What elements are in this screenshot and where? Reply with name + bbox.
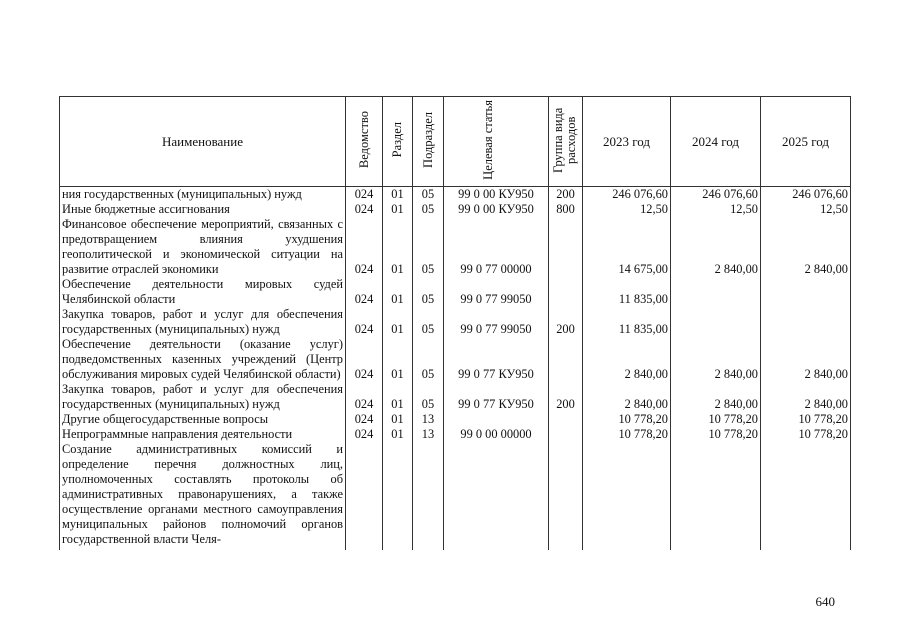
row-2023: 10 778,20 (583, 412, 671, 427)
row-group (549, 442, 583, 550)
row-2024: 2 840,00 (671, 217, 761, 277)
row-2024: 12,50 (671, 202, 761, 217)
row-ved: 024 (346, 277, 383, 307)
header-target: Целевая статья (444, 97, 549, 187)
row-group (549, 217, 583, 277)
row-2023: 2 840,00 (583, 337, 671, 382)
row-name: Закупка товаров, работ и услуг для обеспечения государственных (муниципальных) нужд (60, 382, 346, 412)
row-2025: 246 076,60 (761, 187, 851, 203)
row-2025: 2 840,00 (761, 337, 851, 382)
row-razdel: 01 (383, 187, 413, 203)
row-2024: 10 778,20 (671, 412, 761, 427)
row-target: 99 0 00 КУ950 (444, 187, 549, 203)
budget-table (59, 96, 851, 550)
row-2024: 246 076,60 (671, 187, 761, 203)
row-podrazdel: 13 (413, 412, 444, 427)
header-group: Группа вида расходов (549, 97, 583, 187)
row-2024 (671, 442, 761, 550)
row-razdel (383, 442, 413, 550)
header-2025: 2025 год (761, 97, 851, 187)
table-row (60, 277, 851, 307)
row-razdel: 01 (383, 337, 413, 382)
row-group: 200 (549, 382, 583, 412)
row-razdel: 01 (383, 382, 413, 412)
row-2025: 2 840,00 (761, 382, 851, 412)
row-2023: 11 835,00 (583, 277, 671, 307)
row-name: Непрограммные направления деятельности (60, 427, 346, 442)
table-row (60, 412, 851, 427)
row-group (549, 427, 583, 442)
row-razdel: 01 (383, 277, 413, 307)
header-vedomstvo: Ведомство (346, 97, 383, 187)
row-group (549, 277, 583, 307)
header-2023: 2023 год (583, 97, 671, 187)
row-ved: 024 (346, 307, 383, 337)
row-name: Обеспечение деятельности мировых судей Челябинской области (60, 277, 346, 307)
table-row (60, 217, 851, 277)
row-ved: 024 (346, 217, 383, 277)
row-podrazdel: 05 (413, 187, 444, 203)
header-row (60, 97, 851, 187)
header-razdel: Раздел (383, 97, 413, 187)
row-ved: 024 (346, 427, 383, 442)
row-razdel: 01 (383, 307, 413, 337)
header-2024: 2024 год (671, 97, 761, 187)
row-target (444, 442, 549, 550)
table-row (60, 307, 851, 337)
row-2025: 12,50 (761, 202, 851, 217)
row-2024: 2 840,00 (671, 337, 761, 382)
row-ved: 024 (346, 187, 383, 203)
row-2025: 2 840,00 (761, 217, 851, 277)
row-2023: 11 835,00 (583, 307, 671, 337)
row-podrazdel (413, 442, 444, 550)
page-number: 640 (815, 594, 835, 609)
row-2025: 10 778,20 (761, 412, 851, 427)
row-ved: 024 (346, 412, 383, 427)
row-2023: 10 778,20 (583, 427, 671, 442)
row-podrazdel: 05 (413, 217, 444, 277)
row-podrazdel: 05 (413, 202, 444, 217)
row-2024 (671, 307, 761, 337)
row-target: 99 0 77 КУ950 (444, 382, 549, 412)
row-razdel: 01 (383, 412, 413, 427)
row-group (549, 337, 583, 382)
row-name: Другие общегосударственные вопросы (60, 412, 346, 427)
row-group (549, 412, 583, 427)
row-target (444, 412, 549, 427)
row-ved (346, 442, 383, 550)
table-row (60, 427, 851, 442)
row-2024 (671, 277, 761, 307)
row-target: 99 0 77 КУ950 (444, 337, 549, 382)
row-razdel: 01 (383, 427, 413, 442)
row-2025: 10 778,20 (761, 427, 851, 442)
row-target: 99 0 77 99050 (444, 277, 549, 307)
row-2023: 246 076,60 (583, 187, 671, 203)
row-ved: 024 (346, 382, 383, 412)
table-row (60, 442, 851, 550)
row-group: 200 (549, 187, 583, 203)
table-row (60, 202, 851, 217)
row-2023: 12,50 (583, 202, 671, 217)
row-2023: 2 840,00 (583, 382, 671, 412)
table-row (60, 337, 851, 382)
row-podrazdel: 13 (413, 427, 444, 442)
row-2025 (761, 307, 851, 337)
row-name: ния государственных (муниципальных) нужд (60, 187, 346, 203)
row-target: 99 0 00 КУ950 (444, 202, 549, 217)
table-row (60, 187, 851, 203)
row-2024: 2 840,00 (671, 382, 761, 412)
row-group: 800 (549, 202, 583, 217)
row-ved: 024 (346, 337, 383, 382)
row-2024: 10 778,20 (671, 427, 761, 442)
row-target: 99 0 77 99050 (444, 307, 549, 337)
row-razdel: 01 (383, 217, 413, 277)
row-name: Иные бюджетные ассигнования (60, 202, 346, 217)
row-target: 99 0 77 00000 (444, 217, 549, 277)
header-podrazdel: Подраздел (413, 97, 444, 187)
row-2025 (761, 442, 851, 550)
row-podrazdel: 05 (413, 382, 444, 412)
row-razdel: 01 (383, 202, 413, 217)
row-group: 200 (549, 307, 583, 337)
row-podrazdel: 05 (413, 307, 444, 337)
row-name: Закупка товаров, работ и услуг для обеспечения государственных (муниципальных) нужд (60, 307, 346, 337)
row-podrazdel: 05 (413, 337, 444, 382)
header-name: Наименование (60, 97, 346, 187)
row-target: 99 0 00 00000 (444, 427, 549, 442)
row-2023 (583, 442, 671, 550)
row-2023: 14 675,00 (583, 217, 671, 277)
row-2025 (761, 277, 851, 307)
row-podrazdel: 05 (413, 277, 444, 307)
row-name: Финансовое обеспечение мероприятий, связанных с предотвращением влияния ухудшения геополитической и экономической ситуации на развитие отраслей экономики (60, 217, 346, 277)
row-name: Обеспечение деятельности (оказание услуг) подведомственных казенных учреждений (Центр обслуживания мировых судей Челябинской области) (60, 337, 346, 382)
row-name: Создание административных комиссий и определение перечня должностных лиц, уполномоченных составлять протоколы об административных правонарушениях, а также осуществление органами местного самоуправления муниципальных районов полномочий органов государственной власти Челя- (60, 442, 346, 550)
table-row (60, 382, 851, 412)
row-ved: 024 (346, 202, 383, 217)
